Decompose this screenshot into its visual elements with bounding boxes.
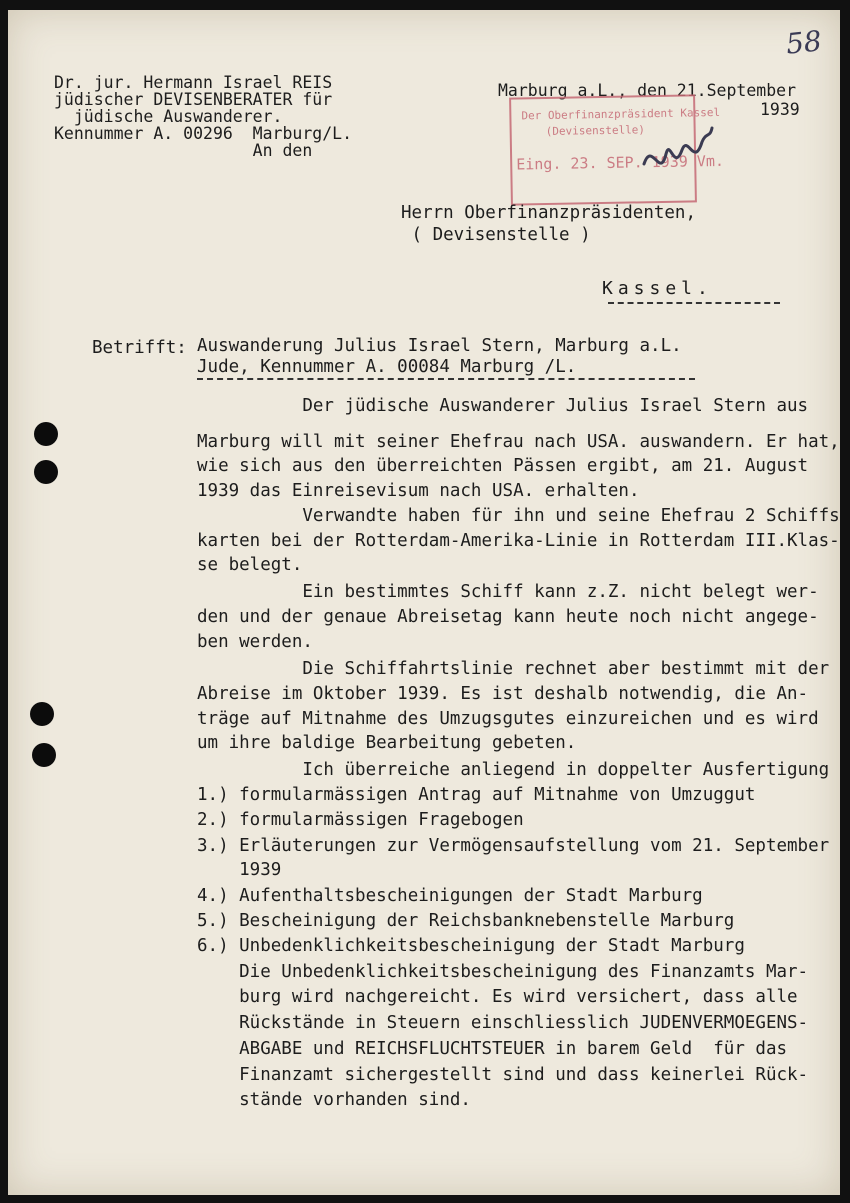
body-line: Ein bestimmtes Schiff kann z.Z. nicht belegt wer- [197,582,819,602]
sender-block [54,74,352,159]
list-item: Die Unbedenklichkeitsbescheinigung des Finanzamts Mar- [197,962,809,982]
folio-number: 58 [784,24,824,61]
body-line: 1939 das Einreisevisum nach USA. erhalten. [197,481,640,501]
subject-block [197,336,682,378]
recipient-block [401,202,696,246]
body-line: träge auf Mitnahme des Umzugsgutes einzureichen und es wird [197,709,819,729]
body-line: Abreise im Oktober 1939. Es ist deshalb notwendig, die An- [197,684,809,704]
list-item: Rückstände in Steuern einschliesslich JUDENVERMOEGENS- [197,1013,809,1033]
body-line: karten bei der Rotterdam-Amerika-Linie in Rotterdam III.Klas- [197,531,840,551]
subject-line: Jude, Kennummer A. 00084 Marburg /L. [197,357,577,377]
date-year: 1939 [760,100,800,119]
body-line: se belegt. [197,555,303,575]
body-line: um ihre baldige Bearbeitung gebeten. [197,733,577,753]
sender-line: jüdischer DEVISENBERATER für [54,90,333,109]
recipient-name: Herrn Oberfinanzpräsidenten, [401,203,697,223]
list-item: 5.) Bescheinigung der Reichsbanknebenstelle Marburg [197,911,735,931]
sender-line: An den [54,141,313,160]
letter-page [8,10,840,1195]
body-line: wie sich aus den überreichten Pässen ergibt, am 21. August [197,456,809,476]
punch-hole [34,460,58,484]
punch-hole [34,422,58,446]
stamp-department: (Devisenstelle) [545,123,646,138]
body-line: Marburg will mit seiner Ehefrau nach USA. auswandern. Er hat, [197,432,840,452]
list-item: 3.) Erläuterungen zur Vermögensaufstellung vom 21. September [197,836,830,856]
body-line: Verwandte haben für ihn und seine Ehefrau 2 Schiffs [197,506,840,526]
sender-line: Kennummer A. 00296 Marburg/L. [54,124,353,143]
punch-hole [32,743,56,767]
date-line: Marburg a.L., den 21.September [498,81,797,100]
sender-line: Dr. jur. Hermann Israel REIS [54,73,333,92]
list-item: 1939 [197,860,282,880]
stamp-authority: Der Oberfinanzpräsident Kassel [521,105,721,123]
punch-hole [30,702,54,726]
list-item: Finanzamt sichergestellt sind und dass keinerlei Rück- [197,1065,809,1085]
stamp-date: Eing. 23. SEP. 1939 Vm. [516,151,725,174]
list-item: ABGABE und REICHSFLUCHTSTEUER in barem Geld für das [197,1039,788,1059]
subject-underline [197,378,695,380]
list-item: 6.) Unbedenklichkeitsbescheinigung der Stadt Marburg [197,936,745,956]
list-item: 4.) Aufenthaltsbescheinigungen der Stadt Marburg [197,886,703,906]
list-item: stände vorhanden sind. [197,1090,471,1110]
body-line: Ich überreiche anliegend in doppelter Ausfertigung [197,760,830,780]
subject-label: Betrifft: [92,338,187,358]
body-line: Der jüdische Auswanderer Julius Israel Stern aus [197,396,809,416]
city-underline [608,302,780,304]
body-line: den und der genaue Abreisetag kann heute noch nicht angege- [197,607,819,627]
handwritten-initials [638,120,718,190]
recipient-department: ( Devisenstelle ) [401,225,591,245]
subject-line: Auswanderung Julius Israel Stern, Marburg a.L. [197,336,682,356]
sender-line: jüdische Auswanderer. [54,107,283,126]
list-item: burg wird nachgereicht. Es wird versichert, dass alle [197,987,798,1007]
body-line: Die Schiffahrtslinie rechnet aber bestimmt mit der [197,659,830,679]
recipient-city: Kassel. [602,278,713,299]
list-item: 1.) formularmässigen Antrag auf Mitnahme von Umzuggut [197,785,756,805]
list-item: 2.) formularmässigen Fragebogen [197,810,524,830]
body-line: ben werden. [197,632,313,652]
